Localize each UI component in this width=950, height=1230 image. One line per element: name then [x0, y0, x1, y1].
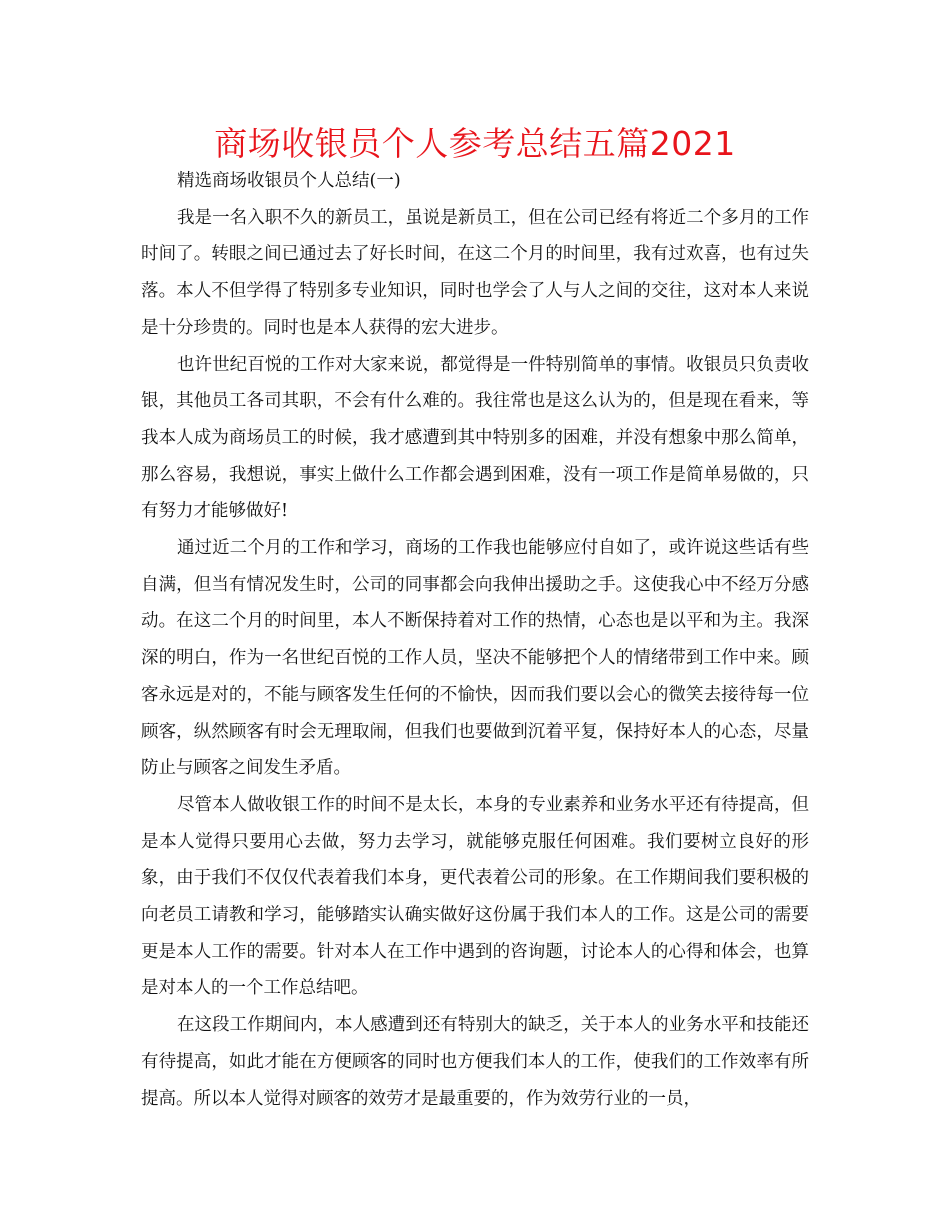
section-heading: 精选商场收银员个人总结(一)	[177, 171, 401, 191]
document-body	[141, 163, 809, 1117]
paragraph-3: 通过近二个月的工作和学习，商场的工作我也能够应付自如了，或许说这些话有些自满，但当有情况发生时，公司的同事都会向我伸出援助之手。这使我心中不经万分感动。在这二个月的时间里，本人不断保持着对工作的热情，心态也是以平和为主。我深深的明白，作为一名世纪百悦的工作人员，坚决不能够把个人的情绪带到工作中来。顾客永远是对的，不能与顾客发生任何的不愉快，因而我们要以会心的微笑去接待每一位顾客，纵然顾客有时会无理取闹，但我们也要做到沉着平复，保持好本人的心态，尽量防止与顾客之间发生矛盾。	[141, 538, 809, 779]
paragraph-4: 尽管本人做收银工作的时间不是太长，本身的专业素养和业务水平还有待提高，但是本人觉得只要用心去做，努力去学习，就能够克服任何困难。我们要树立良好的形象，由于我们不仅仅代表着我们本身，更代表着公司的形象。在工作期间我们要积极的向老员工请教和学习，能够踏实认确实做好这份属于我们本人的工作。这是公司的需要更是本人工作的需要。针对本人在工作中遇到的咨询题，讨论本人的心得和体会，也算是对本人的一个工作总结吧。	[141, 794, 809, 999]
document-title: 商场收银员个人参考总结五篇2021	[214, 124, 736, 163]
paragraph-2: 也许世纪百悦的工作对大家来说，都觉得是一件特别简单的事情。收银员只负责收银，其他员工各司其职，不会有什么难的。我往常也是这么认为的，但是现在看来，等我本人成为商场员工的时候，我才感遭到其中特别多的困难，并没有想象中那么简单，那么容易，我想说，事实上做什么工作都会遇到困难，没有一项工作是简单易做的，只有努力才能够做好!	[141, 354, 809, 522]
paragraph-5: 在这段工作期间内，本人感遭到还有特别大的缺乏，关于本人的业务水平和技能还有待提高，如此才能在方便顾客的同时也方便我们本人的工作，使我们的工作效率有所提高。所以本人觉得对顾客的效劳才是最重要的，作为效劳行业的一员，	[141, 1015, 809, 1109]
paragraph-1: 我是一名入职不久的新员工，虽说是新员工，但在公司已经有将近二个多月的工作时间了。转眼之间已通过去了好长时间，在这二个月的时间里，我有过欢喜，也有过失落。本人不但学得了特别多专业知识，同时也学会了人与人之间的交往，这对本人来说是十分珍贵的。同时也是本人获得的宏大进步。	[141, 207, 809, 338]
